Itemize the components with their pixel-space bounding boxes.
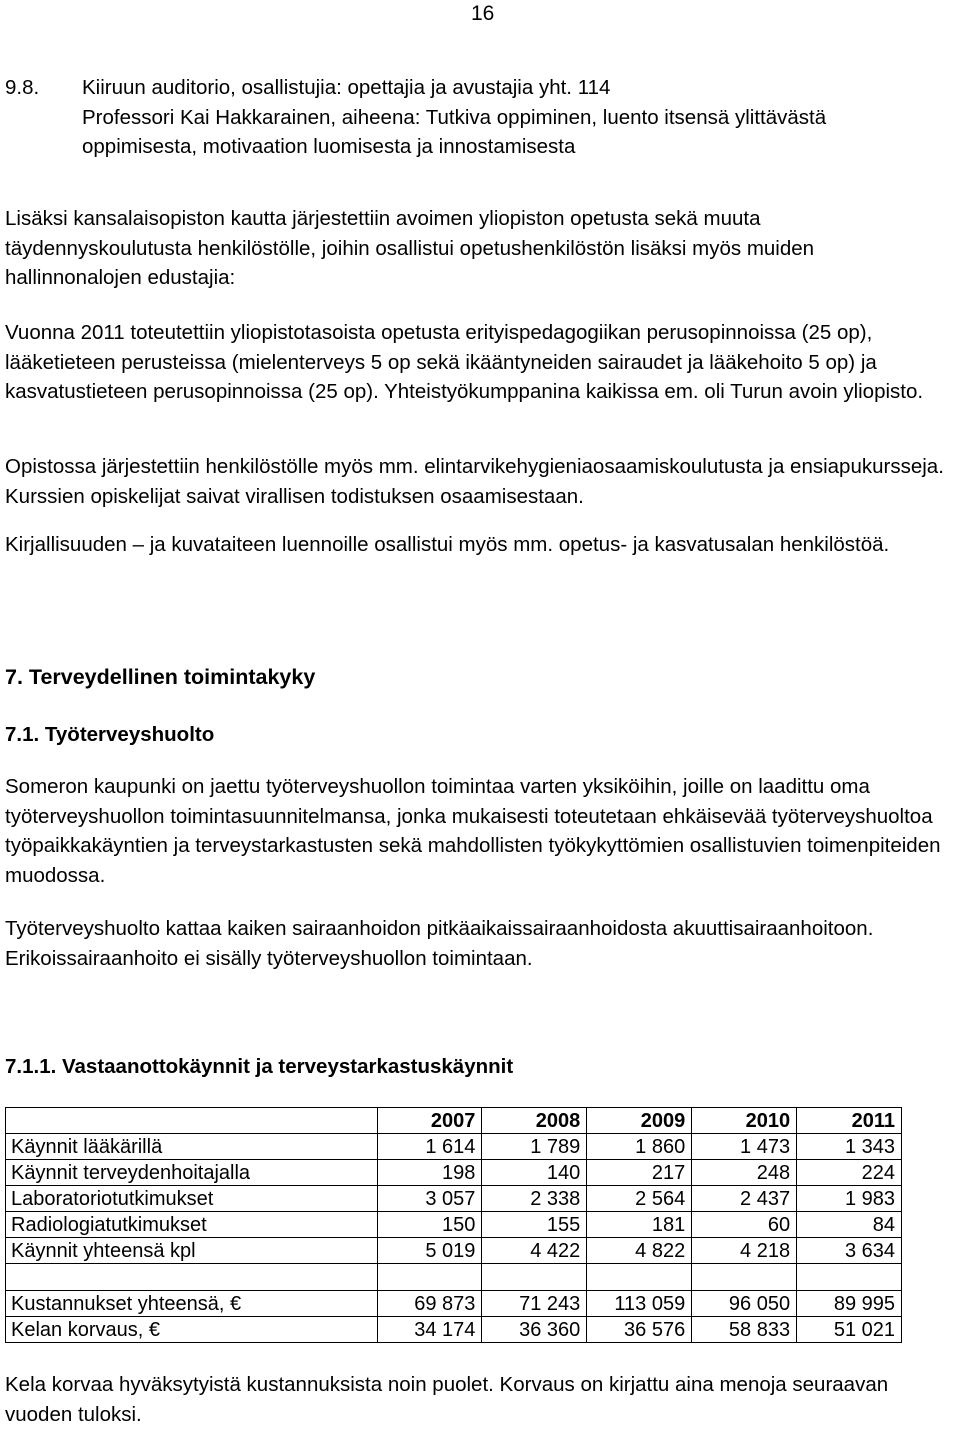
section-line-2: Professori Kai Hakkarainen, aiheena: Tutkiva oppiminen, luento itsensä ylittävästä oppimisesta, motivaation luomisesta ja innostamisesta xyxy=(82,105,827,158)
table-row xyxy=(6,1291,902,1317)
table-cell: 113 059 xyxy=(587,1291,692,1317)
row-label: Radiologiatutkimukset xyxy=(6,1212,378,1238)
table-cell: 84 xyxy=(797,1212,902,1238)
table-cell: 181 xyxy=(587,1212,692,1238)
paragraph: Vuonna 2011 toteutettiin yliopistotasoista opetusta erityispedagogiikan perusopinnoissa (25 op), lääketieteen perusteissa (mielenterveys 5 op sekä ikääntyneiden sairaudet ja lääkehoito 5 op) ja kasvatustieteen perusopinnoissa (25 op). Yhteistyökumppanina kaikissa em. oli Turun avoin yliopisto. xyxy=(5,321,924,403)
row-label: Käynnit lääkärillä xyxy=(6,1134,378,1160)
table-row xyxy=(6,1238,902,1264)
row-label: Käynnit terveydenhoitajalla xyxy=(6,1160,378,1186)
table-cell: 198 xyxy=(377,1160,482,1186)
table-cell: 51 021 xyxy=(797,1317,902,1343)
row-label: Käynnit yhteensä kpl xyxy=(6,1238,378,1264)
table-cell: 140 xyxy=(482,1160,587,1186)
empty-cell xyxy=(377,1264,482,1291)
year-header: 2011 xyxy=(797,1108,902,1134)
table-cell: 150 xyxy=(377,1212,482,1238)
year-header: 2010 xyxy=(692,1108,797,1134)
empty-cell xyxy=(482,1264,587,1291)
empty-cell xyxy=(692,1264,797,1291)
table-cell: 4 822 xyxy=(587,1238,692,1264)
table-cell: 36 576 xyxy=(587,1317,692,1343)
paragraph: Kirjallisuuden – ja kuvataiteen luennoille osallistui myös mm. opetus- ja kasvatusalan henkilöstöä. xyxy=(5,533,890,556)
table-cell: 36 360 xyxy=(482,1317,587,1343)
paragraph: Someron kaupunki on jaettu työterveyshuollon toimintaa varten yksiköihin, joille on laadittu oma työterveyshuollon toimintasuunnitelmansa, jonka mukaisesti toteutetaan ehkäisevää työterveyshuoltoa työpaikkakäyntien ja terveystarkastusten sekä mahdollisten työkykyttömien osallistuvien toimenpiteiden muodossa. xyxy=(5,775,941,887)
heading-section-7-1-1: 7.1.1. Vastaanottokäynnit ja terveystarkastuskäynnit xyxy=(5,1055,514,1078)
row-label: Laboratoriotutkimukset xyxy=(6,1186,378,1212)
table-row xyxy=(6,1212,902,1238)
table-cell: 69 873 xyxy=(377,1291,482,1317)
empty-cell xyxy=(587,1264,692,1291)
paragraph: Työterveyshuolto kattaa kaiken sairaanhoidon pitkäaikaissairaanhoidosta akuuttisairaanhoitoon. Erikoissairaanhoito ei sisälly työterveyshuollon toimintaan. xyxy=(5,917,874,970)
year-header: 2009 xyxy=(587,1108,692,1134)
row-label: Kelan korvaus, € xyxy=(6,1317,378,1343)
table-cell: 224 xyxy=(797,1160,902,1186)
paragraph: Lisäksi kansalaisopiston kautta järjestettiin avoimen yliopiston opetusta sekä muuta täydennyskoulutusta henkilöstölle, joihin osallistui opetushenkilöstön lisäksi myös muiden hallinnonalojen edustajia: xyxy=(5,207,815,289)
section-line-1: Kiiruun auditorio, osallistujia: opettajia ja avustajia yht. 114 xyxy=(82,76,611,99)
table-cell: 217 xyxy=(587,1160,692,1186)
empty-cell xyxy=(797,1264,902,1291)
table-cell: 2 437 xyxy=(692,1186,797,1212)
table-cell: 60 xyxy=(692,1212,797,1238)
heading-chapter-7: 7. Terveydellinen toimintakyky xyxy=(5,665,316,689)
table-row xyxy=(6,1186,902,1212)
table-corner-cell xyxy=(6,1108,378,1134)
table-cell: 34 174 xyxy=(377,1317,482,1343)
empty-cell xyxy=(6,1264,378,1291)
table-cell: 155 xyxy=(482,1212,587,1238)
table-cell: 4 422 xyxy=(482,1238,587,1264)
visits-table xyxy=(5,1107,902,1343)
table-cell: 89 995 xyxy=(797,1291,902,1317)
year-header: 2008 xyxy=(482,1108,587,1134)
section-number: 9.8. xyxy=(5,76,40,99)
table-spacer-row xyxy=(6,1264,902,1291)
table-cell: 1 983 xyxy=(797,1186,902,1212)
table-cell: 96 050 xyxy=(692,1291,797,1317)
heading-section-7-1: 7.1. Työterveyshuolto xyxy=(5,723,215,746)
table-cell: 5 019 xyxy=(377,1238,482,1264)
table-cell: 1 614 xyxy=(377,1134,482,1160)
year-header: 2007 xyxy=(377,1108,482,1134)
closing-paragraph: Kela korvaa hyväksytyistä kustannuksista noin puolet. Korvaus on kirjattu aina menoja seuraavan vuoden tuloksi. xyxy=(5,1373,889,1426)
table-cell: 1 789 xyxy=(482,1134,587,1160)
table-cell: 4 218 xyxy=(692,1238,797,1264)
table-cell: 1 860 xyxy=(587,1134,692,1160)
table-cell: 248 xyxy=(692,1160,797,1186)
table-cell: 1 343 xyxy=(797,1134,902,1160)
table-cell: 2 564 xyxy=(587,1186,692,1212)
table-cell: 2 338 xyxy=(482,1186,587,1212)
table-cell: 58 833 xyxy=(692,1317,797,1343)
table-header-row xyxy=(6,1108,902,1134)
table-cell: 3 634 xyxy=(797,1238,902,1264)
table-cell: 71 243 xyxy=(482,1291,587,1317)
table-row xyxy=(6,1317,902,1343)
table-row xyxy=(6,1134,902,1160)
paragraph: Opistossa järjestettiin henkilöstölle myös mm. elintarvikehygieniaosaamiskoulutusta ja ensiapukursseja. Kurssien opiskelijat saivat virallisen todistuksen osaamisestaan. xyxy=(5,455,944,508)
page-number: 16 xyxy=(471,2,495,25)
table-cell: 3 057 xyxy=(377,1186,482,1212)
row-label: Kustannukset yhteensä, € xyxy=(6,1291,378,1317)
table-row xyxy=(6,1160,902,1186)
table-cell: 1 473 xyxy=(692,1134,797,1160)
